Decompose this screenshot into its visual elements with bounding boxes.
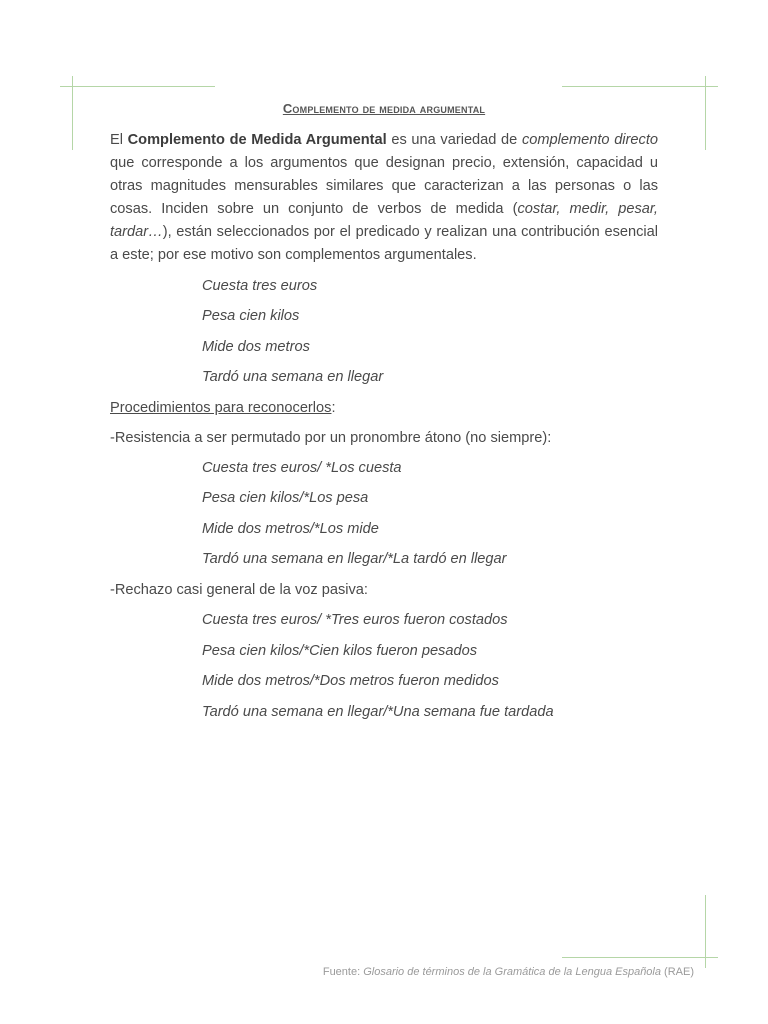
test-1-example: Mide dos metros/*Los mide bbox=[202, 521, 379, 537]
intro-text-1: El bbox=[110, 132, 128, 148]
example-item: Cuesta tres euros bbox=[202, 278, 318, 294]
procedures-heading bbox=[110, 398, 336, 418]
intro-text-2: es una variedad de bbox=[386, 132, 522, 148]
intro-text-3: que corresponde a los argumentos que designan precio, extensión, capacidad u otras magnitudes mensurables similares que caracterizan a las personas o las cosas. Inciden sobre un conjunto de verbos de medida ( bbox=[110, 155, 658, 217]
source-suffix: (RAE) bbox=[661, 966, 694, 978]
procedures-heading-text: Procedimientos para reconocerlos bbox=[110, 400, 332, 416]
test-2-example: Mide dos metros/*Dos metros fueron medidos bbox=[202, 673, 499, 689]
test-1-example: Cuesta tres euros/ *Los cuesta bbox=[202, 460, 402, 476]
test-1-example: Pesa cien kilos/*Los pesa bbox=[202, 490, 369, 506]
intro-paragraph bbox=[110, 129, 658, 267]
intro-text-4: ), están seleccionados por el predicado y realizan una contribución esencial a este; por ese motivo son complementos argumentales. bbox=[110, 224, 658, 263]
source-prefix: Fuente: bbox=[322, 966, 364, 978]
test-1-label: -Resistencia a ser permutado por un pronombre átono (no siempre): bbox=[110, 430, 552, 446]
example-item: Mide dos metros bbox=[202, 339, 310, 355]
example-item: Tardó una semana en llegar bbox=[202, 369, 384, 385]
crop-mark-top-right-h bbox=[562, 86, 718, 87]
example-item: Pesa cien kilos bbox=[202, 308, 300, 324]
procedures-heading-colon: : bbox=[331, 400, 336, 416]
intro-italic-term: complemento directo bbox=[521, 132, 658, 148]
page-title: Complemento de medida argumental bbox=[282, 101, 486, 116]
crop-mark-bottom-right-h bbox=[562, 957, 718, 958]
test-2-example: Cuesta tres euros/ *Tres euros fueron costados bbox=[202, 612, 508, 628]
source-footer bbox=[323, 966, 694, 978]
test-2-example: Pesa cien kilos/*Cien kilos fueron pesados bbox=[202, 643, 478, 659]
test-2-example: Tardó una semana en llegar/*Una semana fue tardada bbox=[202, 704, 554, 720]
intro-term: Complemento de Medida Argumental bbox=[127, 132, 387, 148]
crop-mark-bottom-right-v bbox=[705, 895, 706, 968]
crop-mark-top-left-h bbox=[60, 86, 215, 87]
test-1-example: Tardó una semana en llegar/*La tardó en llegar bbox=[202, 551, 507, 567]
test-2-label: -Rechazo casi general de la voz pasiva: bbox=[110, 582, 368, 598]
intro-verbs: costar, medir, pesar, tardar… bbox=[110, 201, 658, 240]
source-work: Glosario de términos de la Gramática de la Lengua Española bbox=[363, 966, 661, 978]
